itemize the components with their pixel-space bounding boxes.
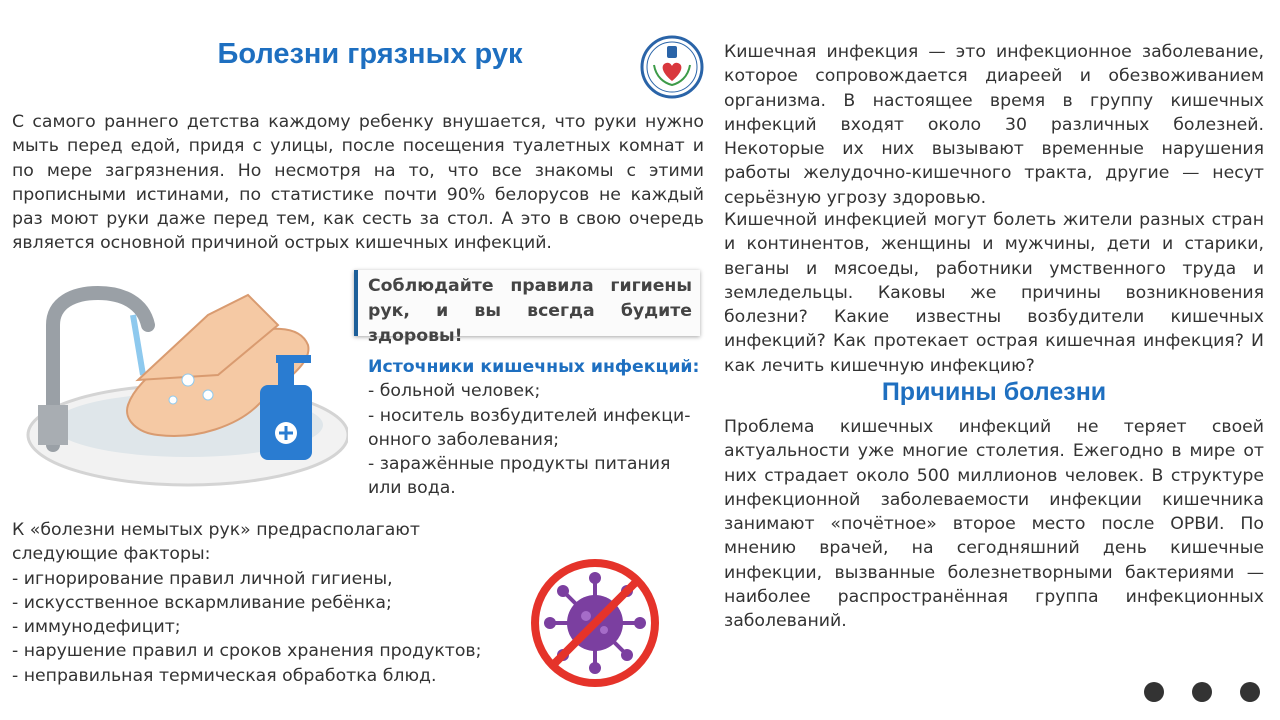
- hand-washing-icon: [18, 285, 348, 495]
- dot-icon: [1192, 682, 1212, 702]
- hygiene-quote: [354, 270, 700, 346]
- list-item: - заражённые продукты питания или вода.: [368, 454, 671, 499]
- list-item: - игнорирование правил личной гигиены,: [12, 568, 393, 589]
- sources-list: [368, 379, 704, 500]
- dot-icon: [1240, 682, 1260, 702]
- quote-text: Соблюдайте правила гигиены рук, и вы всегда будите здоровы!: [368, 276, 692, 346]
- list-item: - больной человек;: [368, 381, 541, 402]
- no-virus-icon: [528, 556, 662, 690]
- list-item: - искусственное вскармливание ребёнка;: [12, 592, 392, 613]
- section-subtitle: Причины болезни: [881, 378, 1107, 406]
- page-title: Болезни грязных рук: [217, 38, 523, 70]
- list-item: - носитель возбудителей инфекци-онного заболевания;: [368, 405, 691, 450]
- right-column-p1: Кишечная инфекция — это инфекционное заболевание, которое сопровождается диареей и обезвоживанием организма. В настоящее время в группу кишечных инфекций входят около 30 различных болезней. Некоторые их них вызывают временные нарушения работы желудочно-кишечного тракта, другие — несут серьёзную угрозу здоровью.: [724, 42, 1264, 208]
- risk-factors: [12, 518, 512, 688]
- list-item: - иммунодефицит;: [12, 617, 181, 638]
- emblem-icon: [640, 35, 704, 99]
- infection-sources: [368, 355, 704, 501]
- right-column-p3: Проблема кишечных инфекций не теряет своей актуальности уже многие столетия. Ежегодно в мире от них страдает около 500 миллионов человек. В структуре инфекционной заболеваемости инфекции кишечника занимают «почётное» второе место после ОРВИ. По мнению врачей, на сегодняшний день кишечные инфекции, вызванные болезнетворными бактериями — наиболее распространённая группа инфекционных заболеваний.: [724, 417, 1264, 632]
- intro-paragraph: С самого раннего детства каждому ребенку внушается, что руки нужно мыть перед едой, придя с улицы, после посещения туалетных комнат и по мере загрязнения. Но несмотря на то, что все знакомы с этими прописными истинами, по статистике почти 90% белорусов не каждый раз моют руки даже перед тем, как сесть за стол. А это в свою очередь является основной причиной острых кишечных инфекций.: [12, 112, 704, 254]
- dot-icon: [1144, 682, 1164, 702]
- sources-heading: Источники кишечных инфекций:: [368, 357, 700, 377]
- list-item: - неправильная термическая обработка блюд.: [12, 665, 437, 686]
- factors-heading: К «болезни немытых рук» предрасполагают следующие факторы:: [12, 520, 420, 565]
- list-item: - нарушение правил и сроков хранения продуктов;: [12, 641, 482, 662]
- slide-dots: [1144, 682, 1260, 702]
- right-column-p2: Кишечной инфекцией могут болеть жители разных стран и континентов, женщины и мужчины, дети и старики, веганы и мясоеды, работники умственного труда и земледельцы. Каковы же причины возникновения болезни? Какие известны возбудители кишечных инфекций? Как протекает острая кишечная инфекция? И как лечить кишечную инфекцию?: [724, 210, 1264, 376]
- factors-list: [12, 567, 512, 688]
